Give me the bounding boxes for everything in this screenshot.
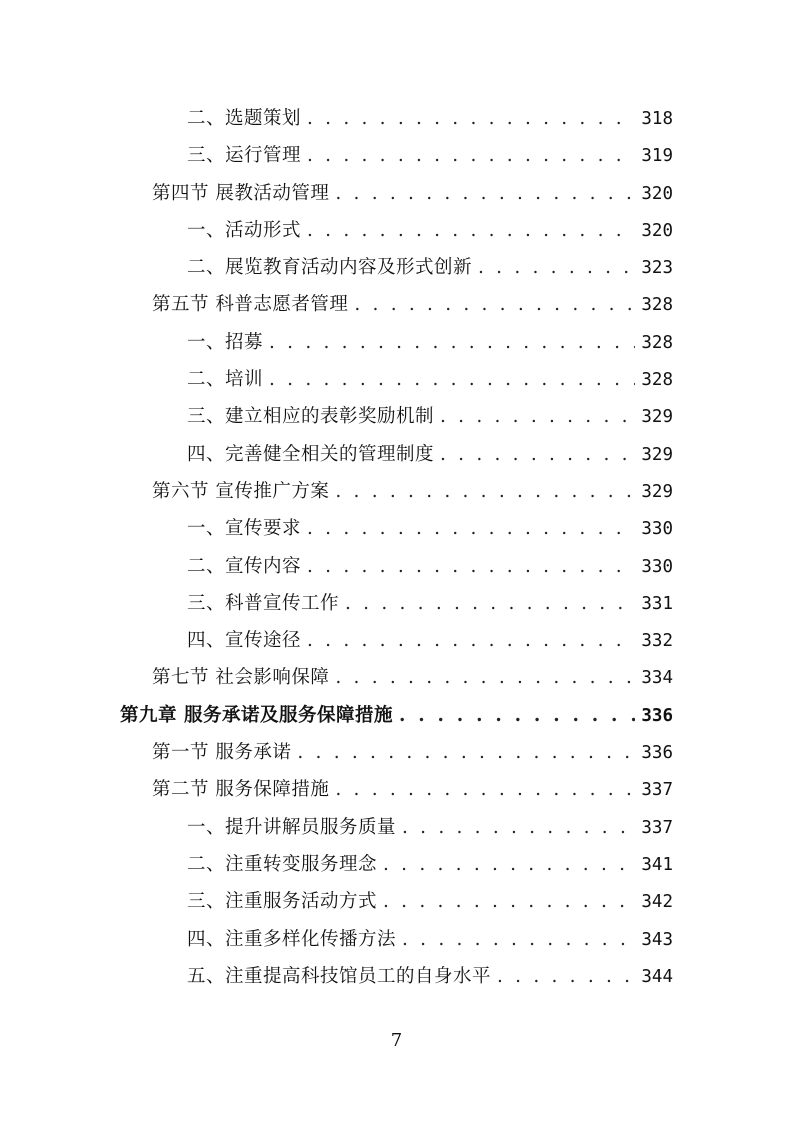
toc-leader-dots (335, 473, 635, 510)
toc-entry-title: 二、宣传内容 (187, 555, 302, 577)
toc-entry-title: 四、注重多样化传播方法 (187, 928, 397, 950)
toc-entry-title: 二、展览教育活动内容及形式创新 (187, 257, 473, 279)
toc-entry-page: 336 (641, 743, 673, 764)
toc-entry[interactable] (0, 697, 793, 734)
toc-leader-dots (402, 921, 635, 958)
toc-entry[interactable] (0, 771, 793, 808)
toc-entry-page: 330 (641, 556, 673, 577)
toc-entry-page: 329 (641, 407, 673, 428)
toc-leader-dots (497, 958, 635, 995)
toc-leader-dots (402, 809, 635, 846)
toc-entry-page: 329 (641, 481, 673, 502)
toc-entry-title: 三、运行管理 (187, 145, 302, 167)
toc-entry[interactable] (0, 137, 793, 174)
toc-entry[interactable] (0, 548, 793, 585)
toc-entry[interactable] (0, 398, 793, 435)
toc-leader-dots (307, 100, 635, 137)
toc-entry-page: 332 (641, 631, 673, 652)
toc-leader-dots (335, 659, 635, 696)
toc-entry[interactable] (0, 324, 793, 361)
toc-entry-title: 四、完善健全相关的管理制度 (187, 443, 435, 465)
toc-leader-dots (307, 212, 635, 249)
toc-entry-page: 341 (641, 854, 673, 875)
toc-entry-title: 第二节 服务保障措施 (152, 779, 330, 801)
toc-entry-page: 344 (641, 966, 673, 987)
toc-entry-title: 一、招募 (187, 331, 264, 353)
toc-leader-dots (307, 548, 635, 585)
toc-leader-dots (440, 436, 635, 473)
toc-entry-title: 三、科普宣传工作 (187, 592, 340, 614)
toc-entry[interactable] (0, 734, 793, 771)
toc-leader-dots (354, 286, 635, 323)
toc-entry[interactable] (0, 622, 793, 659)
toc-entry-title: 二、培训 (187, 369, 264, 391)
toc-entry-page: 323 (641, 258, 673, 279)
toc-entry-title: 一、提升讲解员服务质量 (187, 816, 397, 838)
toc-entry[interactable] (0, 659, 793, 696)
table-of-contents (0, 100, 793, 995)
toc-entry-title: 一、活动形式 (187, 219, 302, 241)
toc-entry-title: 一、宣传要求 (187, 518, 302, 540)
toc-entry-page: 342 (641, 892, 673, 913)
toc-entry[interactable] (0, 510, 793, 547)
toc-entry-page: 328 (641, 295, 673, 316)
toc-leader-dots (383, 846, 635, 883)
toc-entry-title: 五、注重提高科技馆员工的自身水平 (187, 965, 492, 987)
toc-entry[interactable] (0, 286, 793, 323)
toc-entry[interactable] (0, 846, 793, 883)
toc-entry-page: 329 (641, 444, 673, 465)
toc-leader-dots (440, 398, 635, 435)
toc-leader-dots (335, 175, 635, 212)
toc-entry-page: 343 (641, 929, 673, 950)
toc-entry[interactable] (0, 212, 793, 249)
toc-entry[interactable] (0, 249, 793, 286)
toc-entry-page: 318 (641, 109, 673, 129)
toc-entry[interactable] (0, 883, 793, 920)
toc-entry[interactable] (0, 473, 793, 510)
toc-entry-page: 328 (641, 332, 673, 353)
toc-entry-title: 四、宣传途径 (187, 630, 302, 652)
toc-leader-dots (269, 324, 635, 361)
toc-entry-title: 第一节 服务承诺 (152, 742, 292, 764)
toc-leader-dots (307, 137, 635, 174)
toc-entry-page: 330 (641, 519, 673, 540)
toc-leader-dots (399, 697, 635, 734)
toc-entry-page: 320 (641, 220, 673, 241)
toc-leader-dots (383, 883, 635, 920)
page-number: 7 (390, 1030, 403, 1051)
toc-entry[interactable] (0, 921, 793, 958)
toc-leader-dots (345, 585, 635, 622)
toc-entry[interactable] (0, 585, 793, 622)
toc-entry-page: 331 (641, 593, 673, 614)
toc-leader-dots (478, 249, 635, 286)
toc-leader-dots (307, 510, 635, 547)
toc-entry[interactable] (0, 809, 793, 846)
toc-entry-title: 第七节 社会影响保障 (152, 667, 330, 689)
toc-entry-page: 337 (641, 817, 673, 838)
toc-leader-dots (269, 361, 635, 398)
toc-entry-page: 320 (641, 183, 673, 204)
toc-entry-title: 第六节 宣传推广方案 (152, 480, 330, 502)
toc-entry[interactable] (0, 175, 793, 212)
toc-entry-title: 三、建立相应的表彰奖励机制 (187, 406, 435, 428)
toc-entry-page: 319 (641, 146, 673, 167)
toc-entry-page: 336 (641, 705, 673, 726)
toc-leader-dots (297, 734, 635, 771)
toc-leader-dots (335, 771, 635, 808)
toc-leader-dots (307, 622, 635, 659)
toc-entry-title: 第九章 服务承诺及服务保障措施 (120, 704, 393, 726)
toc-entry-title: 第四节 展教活动管理 (152, 182, 330, 204)
toc-entry[interactable] (0, 100, 793, 137)
toc-entry[interactable] (0, 958, 793, 995)
toc-entry-page: 337 (641, 780, 673, 801)
toc-entry-title: 二、选题策划 (187, 108, 302, 129)
toc-entry-page: 328 (641, 370, 673, 391)
toc-entry-title: 二、注重转变服务理念 (187, 853, 378, 875)
toc-entry[interactable] (0, 361, 793, 398)
toc-entry-page: 334 (641, 668, 673, 689)
toc-entry-title: 三、注重服务活动方式 (187, 891, 378, 913)
toc-entry-title: 第五节 科普志愿者管理 (152, 294, 349, 316)
toc-entry[interactable] (0, 436, 793, 473)
